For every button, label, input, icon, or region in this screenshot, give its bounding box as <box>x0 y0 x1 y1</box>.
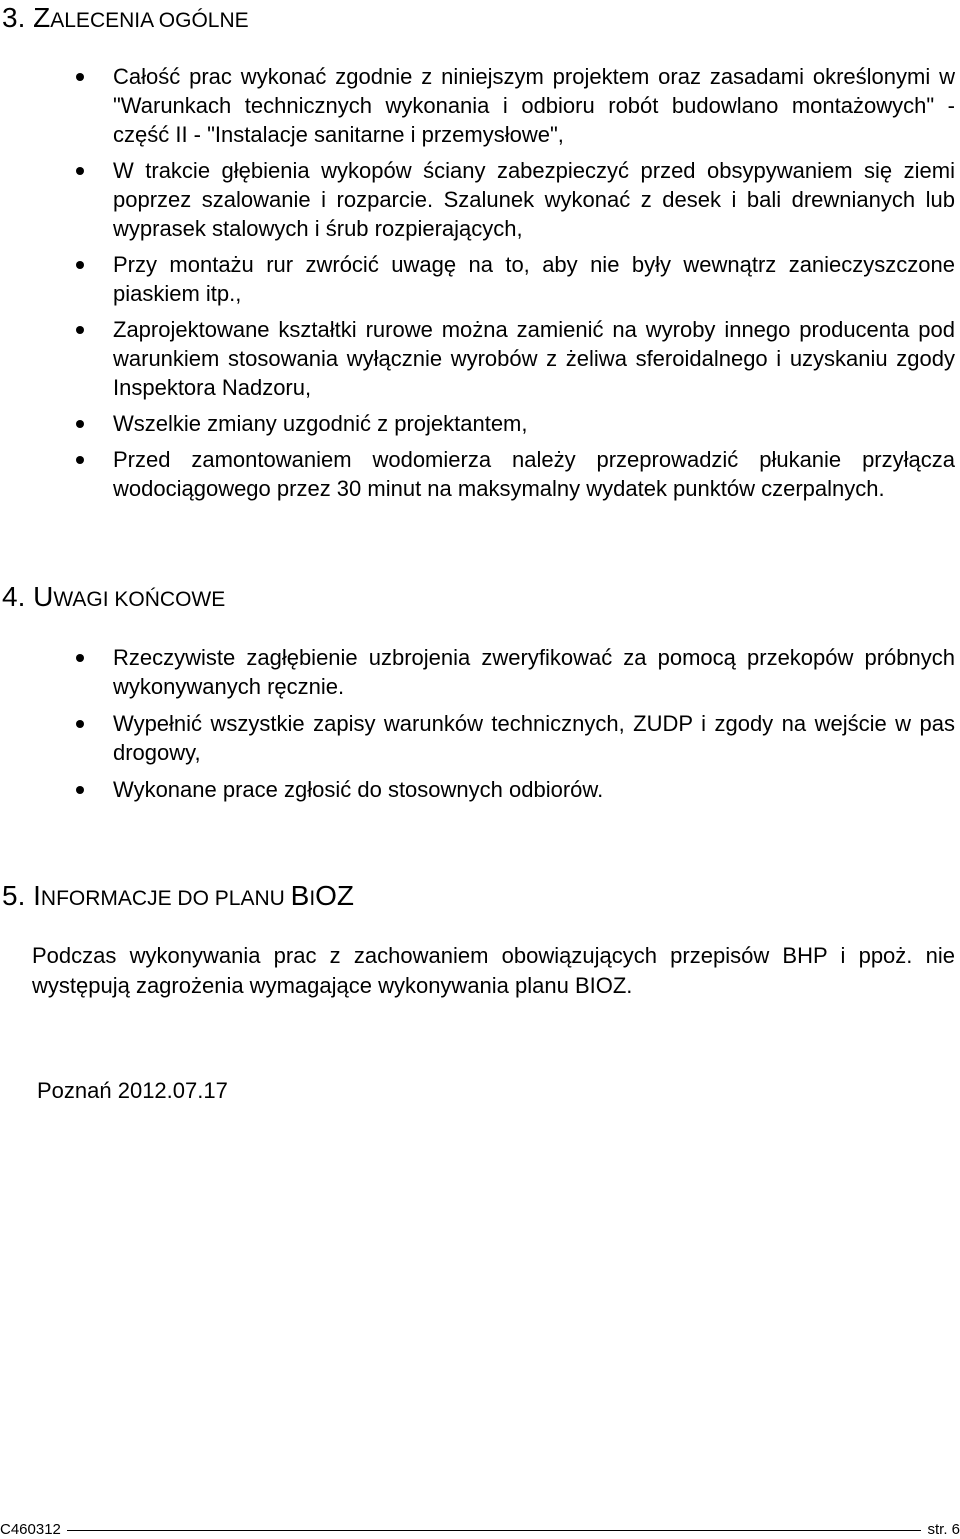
section-5-title-i3: OZ <box>315 880 355 911</box>
footer-doc-code: C460312 <box>0 1521 61 1538</box>
section-3-title-initial: Z <box>33 2 51 33</box>
section-5-title-r1: NFORMACJE DO PLANU <box>40 887 291 910</box>
section-5-title-i2: B <box>290 880 310 911</box>
list-item: Przy montażu rur zwrócić uwagę na to, aby nie były wewnątrz zanieczyszczone piaskiem itp., <box>0 250 960 308</box>
section-5-title-i1: I <box>33 880 41 911</box>
list-item: Zaprojektowane kształtki rurowe można zamienić na wyroby innego producenta pod warunkiem stosowania wyłącznie wyrobów z żeliwa sferoidalnego i uzyskaniu zgody Inspektora Nadzoru, <box>0 315 960 402</box>
list-item: Przed zamontowaniem wodomierza należy przeprowadzić płukanie przyłącza wodociągowego przez 30 minut na maksymalny wydatek punktów czerpalnych. <box>0 445 960 503</box>
footer-page-label: str. 6 <box>927 1521 960 1538</box>
list-item: W trakcie głębienia wykopów ściany zabezpieczyć przed obsypywaniem się ziemi poprzez szalowanie i rozparcie. Szalunek wykonać z desek i bali drewnianych lub wyprasek stalowych i śrub rozpierających, <box>0 156 960 243</box>
place-date: Poznań 2012.07.17 <box>37 1078 228 1103</box>
section-4-list <box>0 643 960 804</box>
list-item: Rzeczywiste zagłębienie uzbrojenia zweryfikować za pomocą przekopów próbnych wykonywanych ręcznie. <box>0 643 960 701</box>
section-5-title-r2: I <box>309 887 316 910</box>
footer-rule <box>67 1530 922 1531</box>
section-3-title-rest: ALECENIA OGÓLNE <box>50 9 249 32</box>
section-3-number: 3. <box>2 2 26 33</box>
section-4-heading <box>2 581 225 616</box>
list-item: Wszelkie zmiany uzgodnić z projektantem, <box>0 409 960 438</box>
section-5-number: 5. <box>2 880 26 911</box>
section-3-list <box>0 62 960 503</box>
section-3-heading <box>2 2 249 37</box>
section-5-heading <box>2 880 354 915</box>
list-item: Całość prac wykonać zgodnie z niniejszym projektem oraz zasadami określonymi w "Warunkach technicznych wykonania i odbioru robót budowlano montażowych" - część II - "Instalacje sanitarne i przemysłowe", <box>0 62 960 149</box>
section-4-title-rest: WAGI KOŃCOWE <box>53 588 226 611</box>
list-item: Wypełnić wszystkie zapisy warunków technicznych, ZUDP i zgody na wejście w pas drogowy, <box>0 709 960 767</box>
page-footer <box>0 1521 960 1539</box>
section-4-number: 4. <box>2 581 26 612</box>
list-item: Wykonane prace zgłosić do stosownych odbiorów. <box>0 775 960 804</box>
section-5-paragraph: Podczas wykonywania prac z zachowaniem obowiązujących przepisów BHP i ppoż. nie występują zagrożenia wymagające wykonywania planu BIOZ. <box>32 943 955 998</box>
section-4-title-initial: U <box>33 581 54 612</box>
